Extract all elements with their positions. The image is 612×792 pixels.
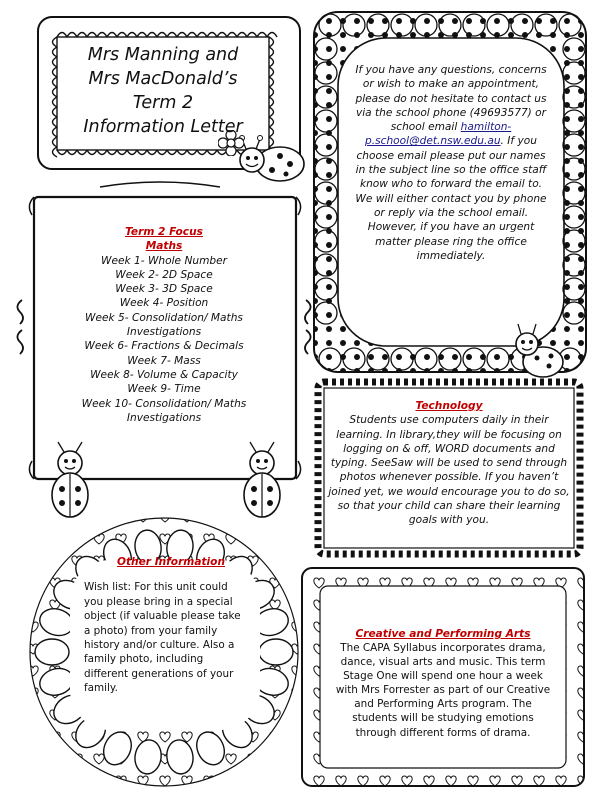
- week-item: Week 1- Whole Number: [101, 254, 227, 267]
- school-email-link[interactable]: hamilton-p.school@det.nsw.edu.au: [365, 121, 512, 148]
- other-section: [78, 555, 264, 696]
- week-item: Week 9- Time: [127, 383, 201, 396]
- page-title: [60, 43, 266, 139]
- technology-section: [328, 399, 570, 528]
- contact-text-before: If you have any questions, concerns or wish to make an appointment, please do not hesitate to contact us via the school phone (49693577) or school email: [355, 64, 547, 134]
- title-line: Term 2: [132, 93, 194, 113]
- technology-heading: Technology: [415, 400, 483, 412]
- capa-section: [334, 627, 552, 740]
- contact-text-after: . If you choose email please put our names in the subject line so the office staff know who to forward the email to. We will either contact you by phone or reply via the school email. However, if you have an urgent matter please ring the office immediately.: [355, 135, 547, 262]
- title-line: Mrs Manning and: [87, 45, 239, 65]
- title-line: Information Letter: [83, 117, 243, 137]
- contact-text: [350, 63, 552, 263]
- focus-subheading: Maths: [145, 240, 183, 253]
- other-body: Wish list: For this unit could you please bring in a special object (if valuable please take a photo) from your family history and/or culture. Also a family photo, including different generations of your family.: [84, 581, 241, 695]
- week-item: Week 3- 3D Space: [115, 283, 213, 296]
- week-item: Week 8- Volume & Capacity: [90, 368, 238, 381]
- technology-body: Students use computers daily in their learning. In library,they will be focusing on logging on & off, WORD documents and typing. SeeSaw will be used to send through photos whenever possible. If you haven’t joined yet, we would encourage you to do so, so that your child can share their learning goals with you.: [328, 414, 570, 527]
- ladybug-icon: [232, 437, 292, 522]
- focus-heading: Term 2 Focus: [125, 226, 203, 238]
- capa-body: The CAPA Syllabus incorporates drama, dance, visual arts and music. This term Stage One will spend one hour a week with Mrs Forrester as part of our Creative and Performing Arts program. The students will be studying emotions through different forms of drama.: [335, 642, 551, 739]
- week-item: Week 10- Consolidation/ Maths Investigations: [81, 397, 247, 424]
- focus-section: [62, 225, 266, 425]
- week-item: Week 6- Fractions & Decimals: [84, 340, 244, 353]
- week-item: Week 7- Mass: [127, 354, 201, 367]
- week-item: Week 4- Position: [119, 297, 209, 310]
- other-heading: Other Information: [116, 556, 225, 568]
- week-item: Week 5- Consolidation/ Maths Investigations: [85, 311, 243, 339]
- title-line: Mrs MacDonald’s: [88, 69, 238, 89]
- week-item: Week 2- 2D Space: [115, 268, 213, 281]
- ladybug-icon: [232, 130, 312, 190]
- ladybug-icon: [505, 314, 575, 384]
- ladybug-icon: [40, 437, 100, 522]
- capa-heading: Creative and Performing Arts: [355, 628, 531, 640]
